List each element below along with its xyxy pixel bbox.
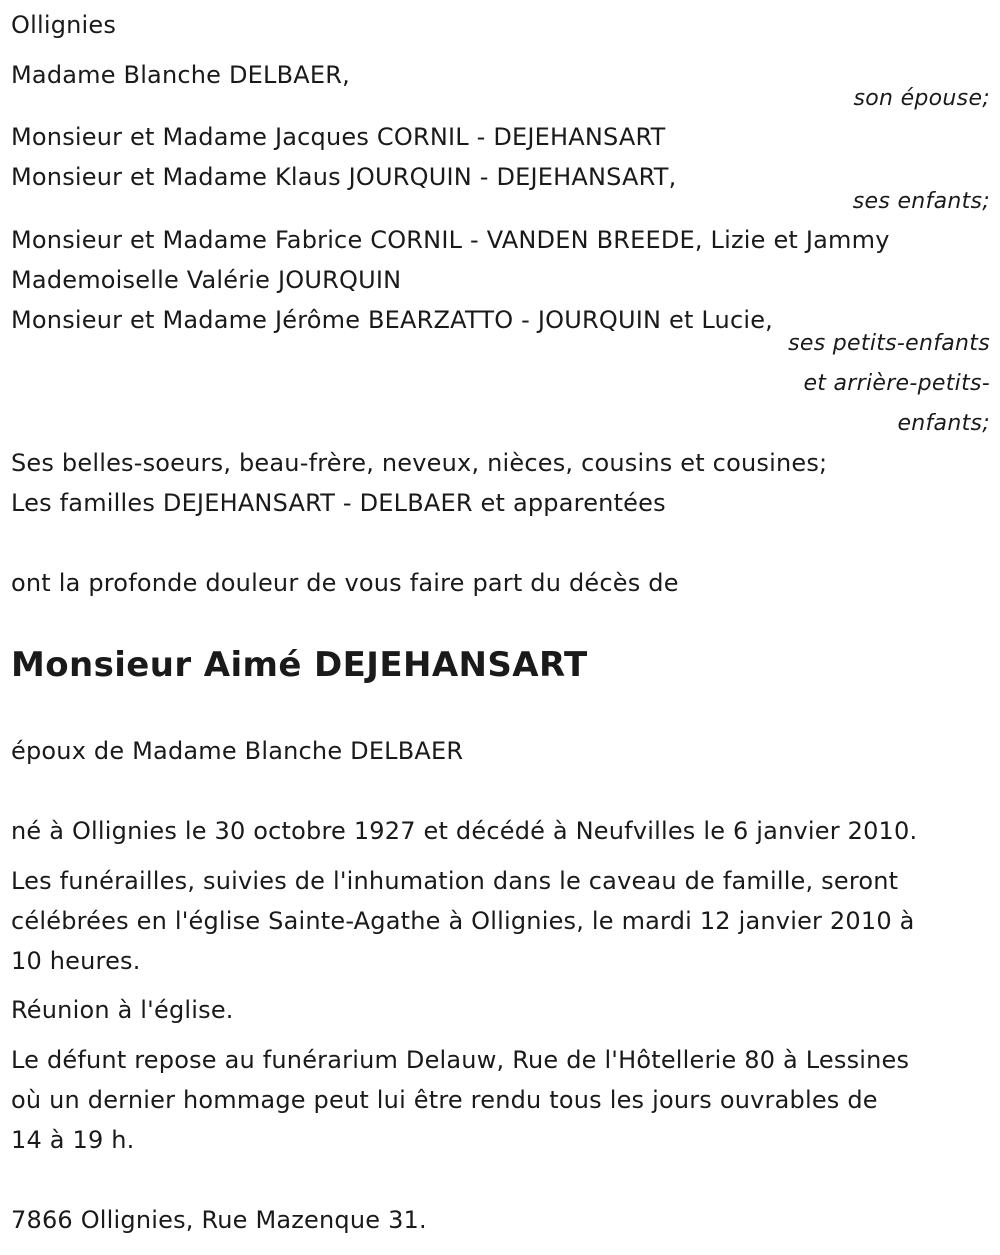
grandchild-line-2: Mademoiselle Valérie JOURQUIN [11, 266, 402, 294]
meeting-line: Réunion à l'église. [11, 996, 234, 1024]
grandchild-line-3: Monsieur et Madame Jérôme BEARZATTO - JOURQUIN et Lucie, [11, 306, 773, 334]
funeral-line-2: célébrées en l'église Sainte-Agathe à Ollignies, le mardi 12 janvier 2010 à [11, 907, 915, 935]
relation-children: ses enfants; [852, 189, 990, 214]
funeral-line-3: 10 heures. [11, 947, 141, 975]
birth-death-line: né à Ollignies le 30 octobre 1927 et décédé à Neufvilles le 6 janvier 2010. [11, 817, 918, 845]
grandchild-line-1: Monsieur et Madame Fabrice CORNIL - VANDEN BREEDE, Lizie et Jammy [11, 226, 890, 254]
relation-spouse: son épouse; [853, 86, 990, 111]
extended-family-line: Ses belles-soeurs, beau-frère, neveux, nièces, cousins et cousines; [11, 449, 828, 477]
relation-grandchildren-2: et arrière-petits- [803, 371, 990, 396]
announcement-text: ont la profonde douleur de vous faire part du décès de [11, 569, 679, 597]
location-heading: Ollignies [11, 11, 117, 39]
address-line: 7866 Ollignies, Rue Mazenque 31. [11, 1206, 427, 1234]
visitation-line-3: 14 à 19 h. [11, 1126, 135, 1154]
child-line-2: Monsieur et Madame Klaus JOURQUIN - DEJEHANSART, [11, 163, 677, 191]
relation-grandchildren-1: ses petits-enfants [788, 331, 990, 356]
spouse-name: Madame Blanche DELBAER, [11, 61, 350, 89]
visitation-line-1: Le défunt repose au funérarium Delauw, Rue de l'Hôtellerie 80 à Lessines [11, 1046, 910, 1074]
child-line-1: Monsieur et Madame Jacques CORNIL - DEJEHANSART [11, 123, 666, 151]
spouse-of-line: époux de Madame Blanche DELBAER [11, 737, 464, 765]
visitation-line-2: où un dernier hommage peut lui être rendu tous les jours ouvrables de [11, 1086, 878, 1114]
funeral-line-1: Les funérailles, suivies de l'inhumation dans le caveau de famille, seront [11, 867, 899, 895]
families-line: Les familles DEJEHANSART - DELBAER et apparentées [11, 489, 666, 517]
deceased-name: Monsieur Aimé DEJEHANSART [11, 645, 588, 685]
relation-grandchildren-3: enfants; [897, 411, 990, 436]
